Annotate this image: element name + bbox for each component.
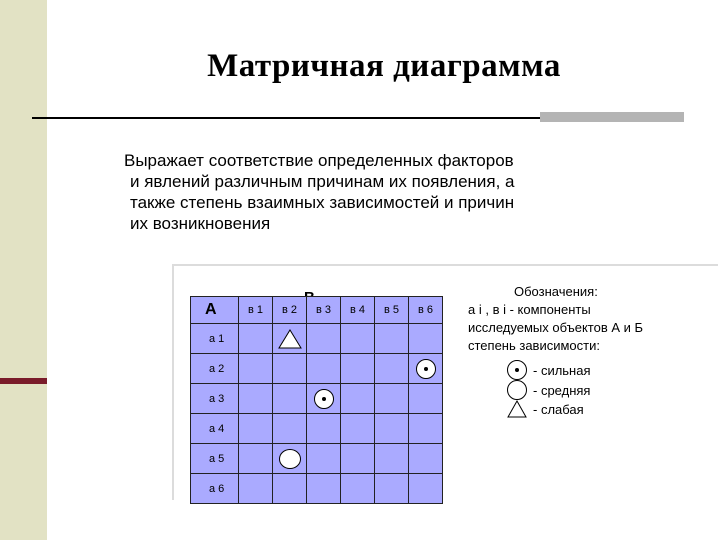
matrix-cell (375, 444, 409, 474)
matrix-cell (375, 414, 409, 444)
legend-strong (507, 360, 591, 380)
column-header: в 6 (409, 297, 443, 324)
matrix-cell (273, 354, 307, 384)
matrix-row (191, 384, 443, 414)
matrix-cell (307, 444, 341, 474)
strong-circle-dot-icon (507, 360, 527, 380)
matrix-cell (341, 444, 375, 474)
matrix-cell (341, 474, 375, 504)
column-header: в 4 (341, 297, 375, 324)
matrix-cell (375, 354, 409, 384)
matrix-cell (341, 324, 375, 354)
column-header: в 1 (239, 297, 273, 324)
legend-medium-label: - средняя (533, 382, 591, 398)
matrix-cell (341, 354, 375, 384)
legend-line: исследуемых объектов А и Б (468, 320, 644, 335)
matrix-cell (239, 474, 273, 504)
sidebar-accent-line (0, 378, 47, 384)
matrix-cell (273, 414, 307, 444)
matrix-cell (307, 414, 341, 444)
left-sidebar-bar (0, 0, 47, 540)
legend-weak (507, 400, 584, 418)
row-header: a 4 (191, 414, 239, 444)
matrix-cell (409, 474, 443, 504)
matrix-cell (239, 324, 273, 354)
matrix-cell (307, 354, 341, 384)
matrix-cell (307, 324, 341, 354)
matrix-cell (341, 384, 375, 414)
matrix-cell (239, 414, 273, 444)
matrix-row (191, 444, 443, 474)
matrix-cell (239, 384, 273, 414)
column-header: в 2 (273, 297, 307, 324)
slide-description (124, 150, 604, 234)
matrix-cell (341, 414, 375, 444)
weak-triangle-icon (507, 400, 527, 418)
legend (468, 283, 643, 355)
legend-weak-label: - слабая (533, 401, 584, 417)
strong-circle-dot-icon (416, 359, 436, 379)
matrix-cell (307, 384, 341, 414)
legend-line: a i , в i - компоненты (468, 302, 591, 317)
slide-title: Матричная диаграмма (207, 48, 561, 84)
matrix-row (191, 474, 443, 504)
row-header: a 6 (191, 474, 239, 504)
legend-line: степень зависимости: (468, 338, 600, 353)
matrix-cell (409, 324, 443, 354)
weak-triangle-icon (278, 329, 302, 349)
legend-medium (507, 380, 590, 400)
description-line: и явлений различным причинам их появления, а (130, 172, 515, 191)
legend-title: Обозначения: (514, 284, 598, 299)
matrix-row (191, 414, 443, 444)
row-header: a 3 (191, 384, 239, 414)
description-line: также степень взаимных зависимостей и причин (130, 193, 515, 212)
matrix-cell (375, 474, 409, 504)
matrix-cell (273, 324, 307, 354)
matrix-row (191, 354, 443, 384)
matrix-cell (239, 354, 273, 384)
row-header: a 1 (191, 324, 239, 354)
matrix-cell (273, 384, 307, 414)
strong-circle-dot-icon (314, 389, 334, 409)
matrix-corner-label: A (191, 297, 239, 324)
medium-circle-icon (507, 380, 527, 400)
matrix-cell (409, 384, 443, 414)
description-line: Выражает соответствие определенных факторов (124, 151, 514, 170)
medium-circle-icon (279, 449, 301, 469)
matrix-table (190, 296, 443, 504)
matrix-cell (307, 474, 341, 504)
matrix-cell (375, 324, 409, 354)
matrix-cell (239, 444, 273, 474)
matrix-cell (375, 384, 409, 414)
description-line: их возникновения (130, 214, 271, 233)
legend-strong-label: - сильная (533, 362, 591, 378)
matrix-row (191, 324, 443, 354)
column-header: в 5 (375, 297, 409, 324)
matrix-cell (273, 444, 307, 474)
divider-accent-block (540, 112, 684, 122)
matrix-cell (409, 354, 443, 384)
matrix-cell (409, 444, 443, 474)
row-header: a 5 (191, 444, 239, 474)
row-header: a 2 (191, 354, 239, 384)
relationship-matrix (190, 296, 443, 504)
matrix-cell (409, 414, 443, 444)
matrix-cell (273, 474, 307, 504)
column-header: в 3 (307, 297, 341, 324)
